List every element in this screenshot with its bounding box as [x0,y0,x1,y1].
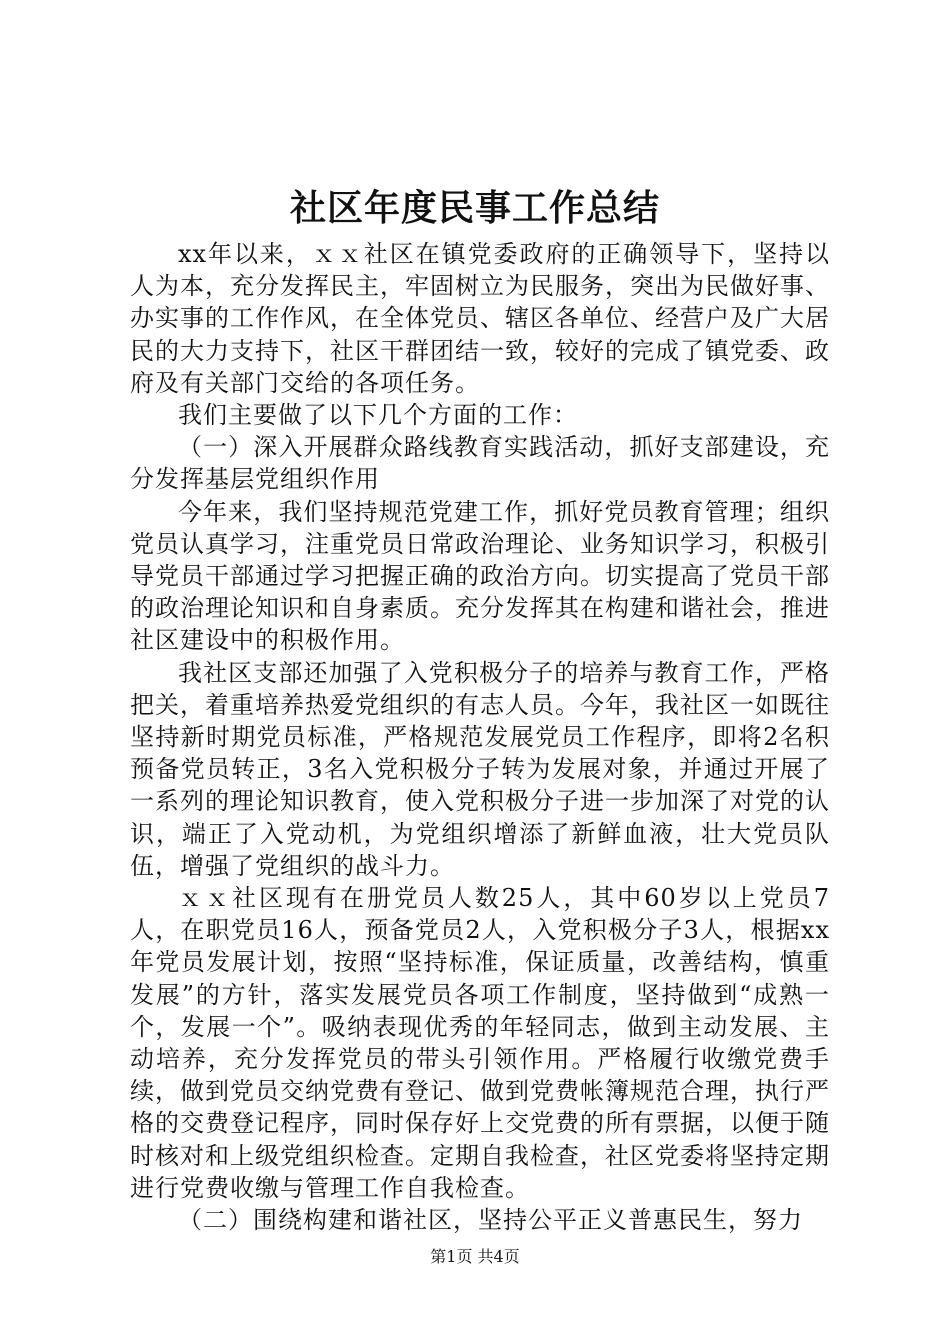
paragraph: 今年来，我们坚持规范党建工作，抓好党员教育管理；组织党员认真学习，注重党员日常政治理论、业务知识学习，积极引导党员干部通过学习把握正确的政治方向。切实提高了党员干部的政治理论知识和自身素质。充分发挥其在构建和谐社会，推进社区建设中的积极作用。 [130,497,830,655]
document-body [130,238,830,1236]
paragraph: 我们主要做了以下几个方面的工作： [178,401,578,430]
section-heading: （一）深入开展群众路线教育实践活动，抓好支部建设，充分发挥基层党组织作用 [130,433,830,494]
paragraph: ｘｘ社区现有在册党员人数25人，其中60岁以上党员7人，在职党员16人，预备党员2人，入党积极分子3人，根据xx年党员发展计划，按照“坚持标准，保证质量，改善结构，慎重发展”的方针，落实发展党员各项工作制度，坚持做到“成熟一个，发展一个”。吸纳表现优秀的年轻同志，做到主动发展、主动培养，充分发挥党员的带头引领作用。严格履行收缴党费手续，做到党员交纳党费有登记、做到党费帐簿规范合理，执行严格的交费登记程序，同时保存好上交党费的所有票据，以便于随时核对和上级党组织检查。定期自我检查，社区党委将坚持定期进行党费收缴与管理工作自我检查。 [130,884,830,1202]
paragraph: xx年以来，ｘｘ社区在镇党委政府的正确领导下，坚持以人为本，充分发挥民主，牢固树立为民服务，突出为民做好事、办实事的工作作风，在全体党员、辖区各单位、经营户及广大居民的大力支持下，社区干群团结一致，较好的完成了镇党委、政府及有关部门交给的各项任务。 [130,240,830,397]
paragraph: 我社区支部还加强了入党积极分子的培养与教育工作，严格把关，着重培养热爱党组织的有志人员。今年，我社区一如既往坚持新时期党员标准，严格规范发展党员工作程序，即将2名积预备党员转正，3名入党积极分子转为发展对象，并通过开展了一系列的理论知识教育，使入党积极分子进一步加深了对党的认识，端正了入党动机，为党组织增添了新鲜血液，壮大党员队伍，增强了党组织的战斗力。 [130,658,830,880]
page-number: 第1页 共4页 [430,1247,520,1266]
document-title: 社区年度民事工作总结 [289,187,660,229]
section-heading: （二）围绕构建和谐社区，坚持公平正义普惠民生，努力 [178,1206,803,1235]
